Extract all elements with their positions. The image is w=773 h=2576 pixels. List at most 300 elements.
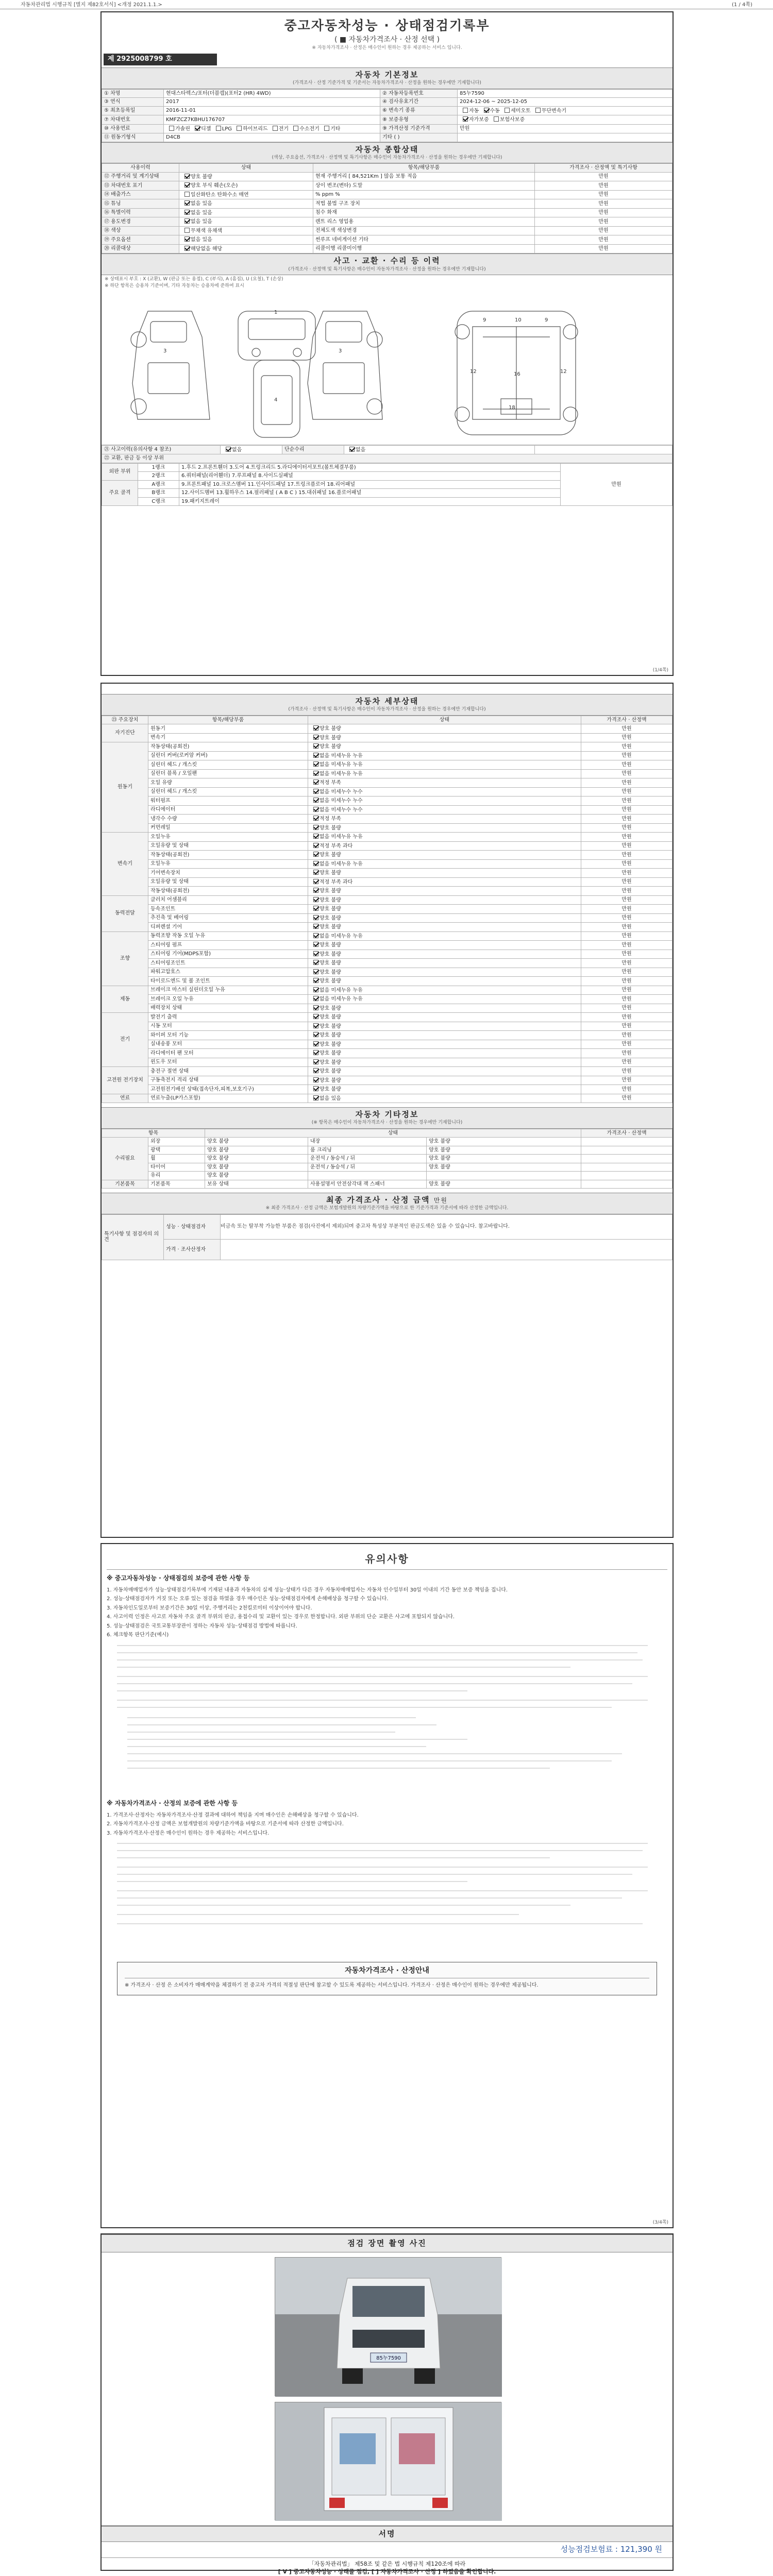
rank-label: 1랭크 <box>138 463 179 472</box>
detail-state-text: 양호 불량 <box>320 888 341 894</box>
detail-price: 만원 <box>581 760 673 770</box>
plate-label: ② 자동차등록번호 <box>380 89 458 98</box>
detail-state-checkbox[interactable] <box>313 834 318 839</box>
overall-state-checkbox[interactable] <box>184 228 190 233</box>
car-name-label: ① 차명 <box>102 89 164 98</box>
fuel-checkbox[interactable] <box>273 126 278 131</box>
overall-item-label-text: ⑳ 리콜대상 <box>104 246 131 252</box>
detail-row <box>102 905 673 914</box>
detail-state-checkbox[interactable] <box>313 1077 318 1082</box>
fuel-checkbox[interactable] <box>169 126 174 131</box>
overall-item-price <box>535 217 673 227</box>
detail-price: 만원 <box>581 995 673 1004</box>
overall-item-label <box>102 190 179 199</box>
detail-price: 만원 <box>581 913 673 923</box>
detail-state-text: 양호 불량 <box>320 951 341 957</box>
overall-item-state-text: 없음 있음 <box>191 219 212 225</box>
other-cell: 양호 불량 <box>427 1180 581 1189</box>
detail-price: 만원 <box>581 769 673 778</box>
detail-price: 만원 <box>581 1058 673 1067</box>
detail-price: 만원 <box>581 859 673 869</box>
detail-price: 만원 <box>581 805 673 815</box>
warranty-opt-label: 보험사보증 <box>499 117 525 123</box>
detail-price: 만원 <box>581 778 673 788</box>
fuel-checkbox[interactable] <box>293 126 298 131</box>
detail-state <box>308 724 581 734</box>
overall-state-checkbox[interactable] <box>184 200 190 206</box>
transmission-options <box>458 106 673 115</box>
other-row <box>102 1146 673 1155</box>
detail-price: 만원 <box>581 823 673 833</box>
detail-price: 만원 <box>581 787 673 796</box>
detail-state-checkbox[interactable] <box>313 1041 318 1046</box>
simple-repair-checkbox[interactable] <box>349 447 355 452</box>
detail-state-checkbox[interactable] <box>313 1068 318 1073</box>
rank-items: 19.패키지트레이 <box>179 497 561 506</box>
overall-item-state-text: 양호 부식 훼손(오손) <box>191 183 238 189</box>
subtitle-text: 자동차가격조사 · 산정 선택 <box>348 35 435 44</box>
record-page-2 <box>100 683 674 1538</box>
car-outline-svg <box>102 291 673 445</box>
sign-title: 서명 <box>378 2529 396 2538</box>
overall-item-state-text: 없음 있음 <box>191 201 212 207</box>
other-row <box>102 1155 673 1163</box>
detail-state-checkbox[interactable] <box>313 951 318 956</box>
accident-legend-2: ※ 하단 항목은 승용차 기준이며, 기타 자동차는 승용차에 준하여 표시 <box>105 283 244 289</box>
trans-opt-checkbox[interactable] <box>463 108 468 113</box>
detail-price: 만원 <box>581 815 673 824</box>
price-base-unit: 만원 <box>460 126 470 132</box>
svg-text:3: 3 <box>339 348 342 354</box>
accident-price-cell <box>535 445 673 454</box>
other-cell <box>308 1172 427 1180</box>
trans-opt-checkbox[interactable] <box>535 108 541 113</box>
detail-part: 실내송풍 모터 <box>148 1040 308 1049</box>
detail-state-text: 양호 불량 <box>320 924 341 930</box>
detail-state-text: 양호 불량 <box>320 1069 341 1075</box>
overall-item-detail-text: 리콜이행 리콜미이행 <box>315 246 362 252</box>
detail-state <box>308 859 581 869</box>
detail-state <box>308 923 581 932</box>
notice-item: 2. 성능·상태점검자가 거짓 또는 오류 있는 점검을 하였을 경우 매수인은 성능·상태점검자에게 손해배상을 청구할 수 있습니다. <box>107 1596 389 1602</box>
detail-price: 만원 <box>581 724 673 734</box>
overall-state-checkbox[interactable] <box>184 236 190 242</box>
detail-state <box>308 1085 581 1094</box>
overall-state-checkbox[interactable] <box>184 192 190 197</box>
detail-state-text: 없음 미세누유 누유 <box>320 753 363 759</box>
detail-state-checkbox[interactable] <box>313 987 318 992</box>
overall-state-checkbox[interactable] <box>184 218 190 224</box>
overall-item-label <box>102 226 179 235</box>
final-note: ※ 최종 가격조사 · 산정 금액은 보험개발원의 차량기준가액을 바탕으로 한 기준가격과 기준서에 따라 산정한 금액입니다. <box>265 1206 509 1211</box>
detail-state <box>308 905 581 914</box>
detail-state-checkbox[interactable] <box>313 942 318 947</box>
detail-state-checkbox[interactable] <box>313 798 318 803</box>
detail-state-checkbox[interactable] <box>313 807 318 812</box>
detail-state-checkbox[interactable] <box>313 771 318 776</box>
inspection-photo-rear <box>275 2402 501 2520</box>
perf-inspector-comment: 비금속 또는 탈부착 가능한 부품은 점검(사진에서 제외)되며 중고차 특성상 부분적인 판금도색은 있을 수 있습니다. 참고바랍니다. <box>221 1214 673 1239</box>
detail-state-text: 양호 불량 <box>320 825 341 831</box>
detail-price: 만원 <box>581 1085 673 1094</box>
detail-row <box>102 869 673 878</box>
detail-price: 만원 <box>581 1067 673 1076</box>
record-page-1 <box>100 11 674 676</box>
overall-item-state-text: 양호 불량 <box>191 174 212 180</box>
basic-info-section-header <box>102 67 673 89</box>
fee-amount: 121,390 원 <box>620 2545 662 2554</box>
detail-state-text: 양호 불량 <box>320 1077 341 1083</box>
detail-part: 클러치 어셈블리 <box>148 895 308 905</box>
detail-price: 만원 <box>581 1031 673 1040</box>
parts-rank-row <box>102 463 673 472</box>
notice-item: 6. 체크항목 판단기준(예시) <box>107 1632 169 1638</box>
record-page-4 <box>100 2233 674 2575</box>
fuel-checkbox[interactable] <box>324 126 329 131</box>
main-group-label: 주요 골격 <box>102 480 138 506</box>
trans-other-value <box>458 133 673 142</box>
overall-header-state: 상태 <box>179 164 313 173</box>
detail-row <box>102 815 673 824</box>
detail-group-label: 고전원 전기장치 <box>102 1067 148 1094</box>
overall-item-label-text: ⑯ 특별이력 <box>104 210 131 216</box>
detail-row <box>102 778 673 788</box>
overall-item-state <box>179 172 313 181</box>
overall-header-history: 사용이력 <box>102 164 179 173</box>
detail-header-state: 상태 <box>308 716 581 724</box>
svg-text:10: 10 <box>515 317 522 323</box>
other-cell: 양호 불량 <box>427 1138 581 1146</box>
overall-item-state <box>179 226 313 235</box>
detail-state-checkbox[interactable] <box>313 870 318 875</box>
detail-state-checkbox[interactable] <box>313 789 318 794</box>
detail-state <box>308 787 581 796</box>
detail-state-text: 양호 불량 <box>320 1014 341 1021</box>
detail-part: 스티어링 기어(MDPS포함) <box>148 950 308 959</box>
detail-row <box>102 913 673 923</box>
parts-rank-rows <box>102 463 673 506</box>
form-regulation-text: 자동차관리법 시행규칙 [별지 제82호서식] <개정 2021.1.1.> <box>21 2 162 8</box>
detail-row <box>102 887 673 896</box>
detail-state-checkbox[interactable] <box>313 753 318 758</box>
overall-section-header <box>102 142 673 164</box>
other-cell: 광택 <box>148 1146 205 1155</box>
detail-state <box>308 805 581 815</box>
overall-item-price-text: 만원 <box>598 218 609 225</box>
detail-part: 발전기 출력 <box>148 1013 308 1022</box>
detail-state-checkbox[interactable] <box>313 725 318 731</box>
overall-item-price <box>535 226 673 235</box>
fuel-opt-label: LPG <box>222 126 232 132</box>
form-header-bar <box>0 0 773 9</box>
detail-header-parts: 항목/해당부품 <box>148 716 308 724</box>
detail-state-text: 적정 부족 과다 <box>320 843 353 849</box>
detail-state-checkbox[interactable] <box>313 852 318 857</box>
other-row <box>102 1172 673 1180</box>
detail-price: 만원 <box>581 941 673 950</box>
overall-item-state <box>179 199 313 209</box>
notice-item-2: 1. 가격조사·산정자는 자동차가격조사·산정 결과에 대하여 책임을 지며 매수인은 손해배상을 청구할 수 있습니다. <box>107 1812 359 1818</box>
detail-row <box>102 986 673 995</box>
truck-rear-image <box>275 2402 502 2521</box>
warranty-checkbox[interactable] <box>463 116 468 122</box>
detail-part: 변속기 <box>148 733 308 742</box>
overall-item-price <box>535 208 673 217</box>
vin-label: ⑦ 차대번호 <box>102 115 164 125</box>
notice-text-lines-2 <box>107 1838 663 1952</box>
detail-part: 디퍼렌셜 기어 <box>148 923 308 932</box>
final-title <box>102 1196 673 1205</box>
notice-list <box>107 1586 667 1640</box>
warranty-options <box>458 115 673 125</box>
detail-part: 라디에이터 <box>148 805 308 815</box>
overall-item-detail <box>313 172 535 181</box>
detail-state-checkbox[interactable] <box>313 1059 318 1064</box>
other-cell: 양호 불량 <box>205 1146 308 1155</box>
frame-parts-label: ㉒ 교환, 판금 등 이상 부위 <box>102 454 673 463</box>
overall-item-label-text: ⑬ 차대번호 표기 <box>104 182 143 189</box>
detail-state-checkbox[interactable] <box>313 1086 318 1091</box>
svg-text:9: 9 <box>483 317 486 323</box>
detail-row <box>102 841 673 851</box>
page-1-number: (1/4쪽) <box>652 667 668 673</box>
detail-state-text: 양호 불량 <box>320 978 341 985</box>
simple-repair-text: 없음 <box>356 447 366 453</box>
detail-state <box>308 887 581 896</box>
overall-item-state-text: 없음 있음 <box>191 237 212 243</box>
trans-opt-checkbox[interactable] <box>484 108 489 113</box>
record-number: 제 2925008799 호 <box>104 54 217 65</box>
other-price <box>581 1146 673 1155</box>
detail-state-text: 양호 불량 <box>320 1087 341 1093</box>
detail-state-checkbox[interactable] <box>313 915 318 920</box>
overall-item-price-text: 만원 <box>598 200 609 207</box>
simple-repair-label: 단순수리 <box>282 445 344 454</box>
trans-opt-checkbox[interactable] <box>505 108 510 113</box>
svg-text:1: 1 <box>274 309 278 315</box>
detail-state-checkbox[interactable] <box>313 969 318 974</box>
overall-item-detail-text: 렌트 리스 영업용 <box>315 218 354 225</box>
fuel-checkbox[interactable] <box>216 126 221 131</box>
detail-row <box>102 769 673 778</box>
detail-state-checkbox[interactable] <box>313 1032 318 1037</box>
other-table <box>102 1129 673 1189</box>
detail-state-checkbox[interactable] <box>313 861 318 866</box>
fuel-checkbox[interactable] <box>195 126 200 131</box>
overall-item-label-text: ⑫ 주행거리 및 계기상태 <box>104 174 159 180</box>
svg-text:18: 18 <box>509 404 515 411</box>
detail-part: 스티어링 펌프 <box>148 941 308 950</box>
detail-state-text: 양호 불량 <box>320 735 341 741</box>
detail-state-checkbox[interactable] <box>313 743 318 749</box>
detail-part: 타이로드엔드 및 볼 조인트 <box>148 977 308 986</box>
detail-state-checkbox[interactable] <box>313 1095 318 1100</box>
other-header-item: 항목 <box>102 1129 205 1138</box>
overall-row <box>102 181 673 191</box>
overall-item-detail <box>313 226 535 235</box>
detail-state <box>308 769 581 778</box>
detail-state <box>308 950 581 959</box>
fuel-opt-label: 수소전기 <box>299 126 320 132</box>
detail-state-checkbox[interactable] <box>313 1050 318 1055</box>
overall-item-price-text: 만원 <box>598 174 609 180</box>
overall-item-label-text: ⑲ 주요옵션 <box>104 236 131 243</box>
detail-state <box>308 913 581 923</box>
detail-state-checkbox[interactable] <box>313 879 318 884</box>
price-inspector-label: 가격 · 조사산정자 <box>164 1239 221 1260</box>
other-price <box>581 1172 673 1180</box>
detail-state-text: 양호 불량 <box>320 915 341 921</box>
rank-price: 만원 <box>561 463 673 506</box>
year-value: 2017 <box>164 98 380 107</box>
detail-state-checkbox[interactable] <box>313 779 318 785</box>
detail-row <box>102 923 673 932</box>
detail-state <box>308 959 581 968</box>
overall-item-price-text: 만원 <box>598 192 609 198</box>
detail-part: 작동상태(공회전) <box>148 742 308 752</box>
detail-note: (가격조사 · 산정액 및 특기사항은 매수인이 자동차가격조사 · 산정을 원하는 경우에만 기재합니다) <box>288 707 486 713</box>
detail-state-checkbox[interactable] <box>313 816 318 821</box>
law-statement: 「자동차관리법」 제58조 및 같은 법 시행규칙 제120조에 따라 <box>308 2560 466 2567</box>
other-cell: 운전석 / 동승석 / 뒤 <box>308 1163 427 1172</box>
detail-state-checkbox[interactable] <box>313 906 318 911</box>
warranty-checkbox[interactable] <box>494 116 499 122</box>
valid-value: 2024-12-06 ~ 2025-12-05 <box>458 98 673 107</box>
record-page-3 <box>100 1543 674 2228</box>
detail-state-checkbox[interactable] <box>313 825 318 830</box>
notice-detail-area-2 <box>107 1838 667 1957</box>
detail-part: 오일유량 및 상태 <box>148 841 308 851</box>
detail-price: 만원 <box>581 742 673 752</box>
detail-state-text: 양호 불량 <box>320 744 341 750</box>
detail-part: 연료누출(LP가스포함) <box>148 1094 308 1103</box>
detail-state <box>308 1067 581 1076</box>
rank-items: 12.사이드멤버 13.휠하우스 14.필러패널 ( A B C ) 15.대쉬패널 16.플로어패널 <box>179 489 561 498</box>
detail-part: 실린더 커버(로커암 커버) <box>148 751 308 760</box>
overall-header-parts: 항목/해당부품 <box>313 164 535 173</box>
rank-label: 2랭크 <box>138 472 179 481</box>
other-cell: 내장 <box>308 1138 427 1146</box>
detail-state-checkbox[interactable] <box>313 897 318 902</box>
detail-price: 만원 <box>581 905 673 914</box>
detail-part: 작동상태(공회전) <box>148 887 308 896</box>
rank-items: 1.후드 2.프론트휀더 3.도어 4.트렁크리드 5.라디에이터서포트(볼트체결부품) <box>179 463 561 472</box>
detail-state-text: 없음 미세누유 누유 <box>320 762 363 768</box>
photo-section-header <box>102 2234 673 2252</box>
overall-state-checkbox[interactable] <box>184 246 190 251</box>
detail-state-checkbox[interactable] <box>313 1023 318 1028</box>
detail-state-checkbox[interactable] <box>313 996 318 1001</box>
detail-state-text: 양호 불량 <box>320 960 341 967</box>
plate-value: 85누7590 <box>458 89 673 98</box>
overall-item-detail-text: 현재 주행거리 [ 84,521Km ] 많음 보통 적음 <box>315 174 417 180</box>
detail-state <box>308 869 581 878</box>
detail-row <box>102 724 673 734</box>
detail-row <box>102 1067 673 1076</box>
first-reg-value: 2016-11-01 <box>164 106 380 115</box>
detail-group-label: 원동기 <box>102 742 148 833</box>
detail-price: 만원 <box>581 968 673 977</box>
detail-state-checkbox[interactable] <box>313 978 318 983</box>
detail-state-checkbox[interactable] <box>313 1014 318 1019</box>
detail-state-checkbox[interactable] <box>313 761 318 767</box>
other-note: (※ 항목은 매수인이 자동차가격조사 · 산정을 원하는 경우에만 기재합니다) <box>311 1120 463 1126</box>
detail-state-checkbox[interactable] <box>313 924 318 929</box>
price-guide-title: 자동차가격조사 · 산정안내 <box>125 1967 649 1978</box>
detail-state <box>308 1058 581 1067</box>
detail-title: 자동차 세부상태 <box>355 697 419 706</box>
detail-state-text: 양호 불량 <box>320 1032 341 1039</box>
price-guide-text: ※ 가격조사 · 산정 은 소비자가 매매계약을 체결하기 전 중고차 가격의 적절성 판단에 참고할 수 있도록 제공하는 서비스입니다. 가격조사 · 산정은 매수인이 원하는 경우에만 제공됩니다. <box>125 1982 539 1989</box>
engine-label: ⑪ 원동기형식 <box>102 133 164 142</box>
detail-state-checkbox[interactable] <box>313 933 318 938</box>
overall-item-detail <box>313 217 535 227</box>
detail-price: 만원 <box>581 751 673 760</box>
accident-title: 사고 · 교환 · 수리 등 이력 <box>333 256 441 266</box>
detail-part: 동력조향 작동 오일 누유 <box>148 931 308 941</box>
vin-value: KMFZCZ7KBHU176707 <box>164 115 380 125</box>
other-cell: 양호 불량 <box>205 1172 308 1180</box>
svg-text:3: 3 <box>163 348 167 354</box>
detail-state-text: 양호 불량 <box>320 870 341 876</box>
detail-part: 와이퍼 모터 기능 <box>148 1031 308 1040</box>
detail-state <box>308 815 581 824</box>
overall-item-label <box>102 172 179 181</box>
detail-state-text: 적정 부족 과다 <box>320 879 353 885</box>
overall-row <box>102 199 673 209</box>
detail-state-checkbox[interactable] <box>313 888 318 893</box>
fuel-checkbox[interactable] <box>237 126 242 131</box>
header-note: ※ 자동차가격조사 · 산정은 매수인이 원하는 경우 제공하는 서비스 입니다. <box>312 45 462 50</box>
overall-item-state <box>179 181 313 191</box>
detail-part: 작동상태(공회전) <box>148 851 308 860</box>
car-damage-diagram <box>102 291 673 445</box>
detail-price: 만원 <box>581 986 673 995</box>
overall-item-price <box>535 181 673 191</box>
overall-item-state <box>179 217 313 227</box>
detail-state <box>308 1013 581 1022</box>
detail-row <box>102 823 673 833</box>
other-section-header <box>102 1107 673 1129</box>
detail-state-checkbox[interactable] <box>313 960 318 965</box>
fuel-label: ⑩ 사용연료 <box>102 124 164 133</box>
detail-row <box>102 833 673 842</box>
valid-label: ④ 검사유효기간 <box>380 98 458 107</box>
detail-state-text: 양호 불량 <box>320 852 341 858</box>
first-reg-label: ⑤ 최초등록일 <box>102 106 164 115</box>
other-cell: 보유 상태 <box>205 1180 308 1189</box>
accident-history-checkbox[interactable] <box>226 447 231 452</box>
detail-state <box>308 833 581 842</box>
detail-state-checkbox[interactable] <box>313 843 318 848</box>
basic-info-title: 자동차 기본정보 <box>355 70 419 80</box>
other-cell: 양호 불량 <box>427 1146 581 1155</box>
detail-state-checkbox[interactable] <box>313 1005 318 1010</box>
detail-state-text: 없음 미세누수 누수 <box>320 798 363 804</box>
overall-item-detail <box>313 244 535 253</box>
detail-state <box>308 823 581 833</box>
detail-header-price: 가격조사 · 산정액 <box>581 716 673 724</box>
detail-price: 만원 <box>581 851 673 860</box>
document-subtitle <box>102 36 673 44</box>
overall-state-checkbox[interactable] <box>184 182 190 188</box>
detail-row <box>102 760 673 770</box>
detail-state-checkbox[interactable] <box>313 735 318 740</box>
overall-item-detail <box>313 181 535 191</box>
detail-part: 스티어링조인트 <box>148 959 308 968</box>
overall-state-checkbox[interactable] <box>184 210 190 215</box>
overall-state-checkbox[interactable] <box>184 174 190 179</box>
